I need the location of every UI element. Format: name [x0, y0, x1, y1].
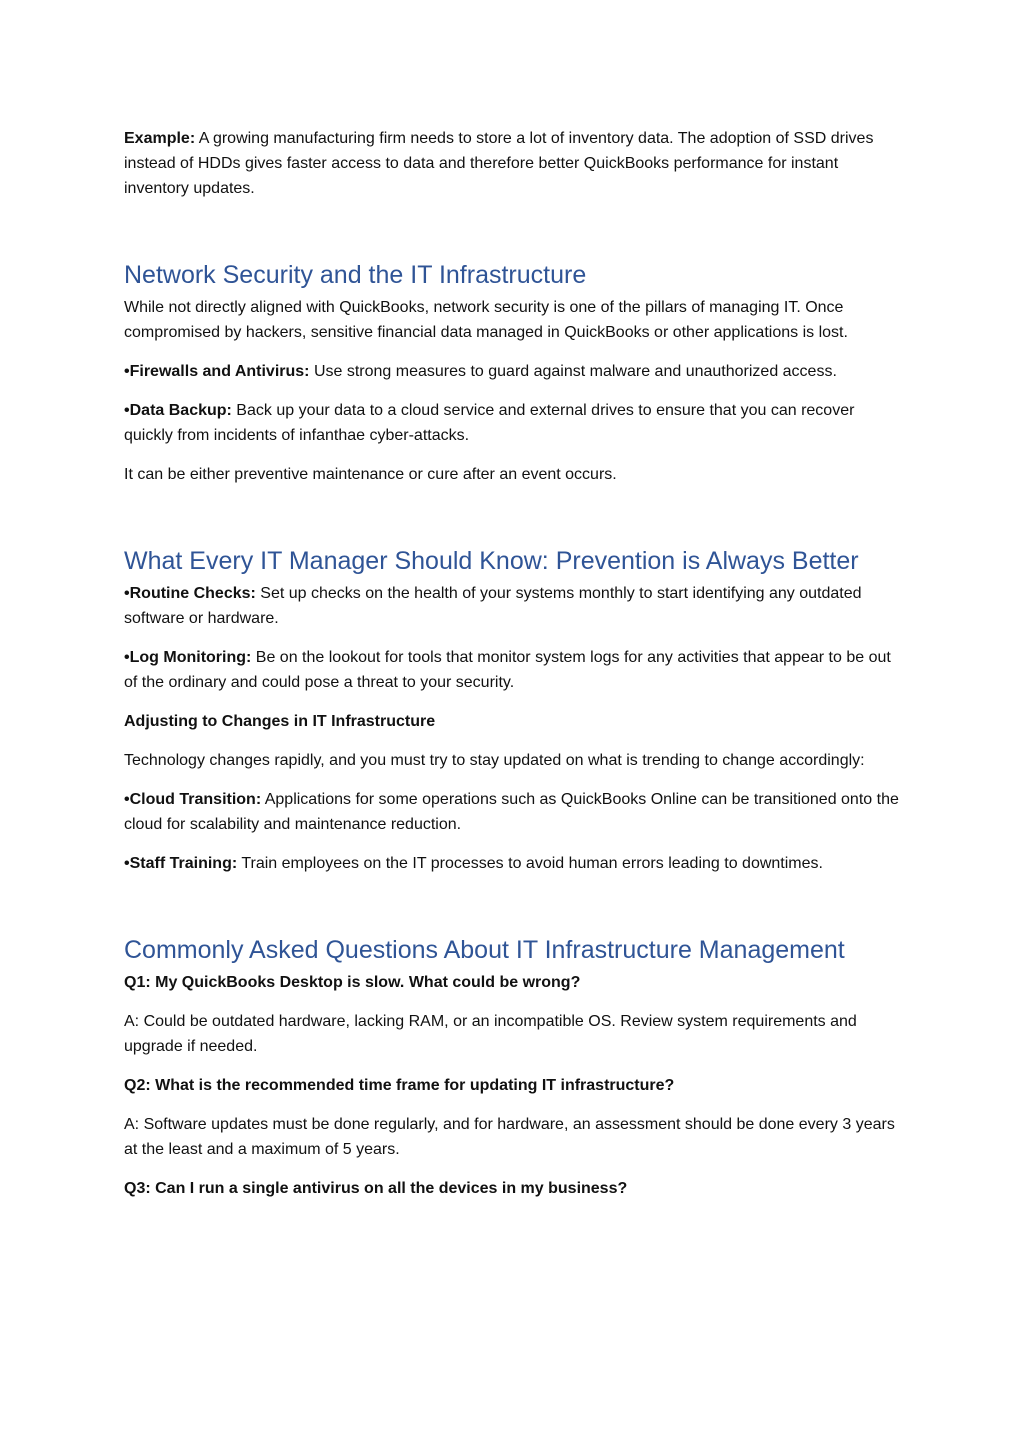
- example-paragraph: [124, 126, 904, 201]
- bullet-label: Firewalls and Antivirus:: [129, 363, 310, 380]
- bullet-text: Train employees on the IT processes to avoid human errors leading to downtimes.: [237, 855, 823, 872]
- bullet-icon: •: [124, 402, 130, 419]
- faq-question-text: Q3: Can I run a single antivirus on all the devices in my business?: [124, 1180, 628, 1197]
- prevention-heading: What Every IT Manager Should Know: Prevention is Always Better: [124, 547, 859, 575]
- bullet-icon: •: [124, 585, 130, 602]
- faq-question: [124, 1176, 904, 1201]
- faq-question: [124, 970, 904, 995]
- bullet-text: Use strong measures to guard against malware and unauthorized access.: [309, 363, 837, 380]
- bullet-text: Applications for some operations such as QuickBooks Online can be transitioned onto the cloud for scalability and maintenance reduction.: [124, 791, 899, 833]
- document-page: [124, 126, 904, 1201]
- bullet-routine-checks: [124, 581, 904, 631]
- bullet-firewalls: [124, 359, 904, 384]
- bullet-icon: •: [124, 649, 130, 666]
- bullet-icon: •: [124, 363, 130, 380]
- bullet-log-monitoring: [124, 645, 904, 695]
- subheading-text: Adjusting to Changes in IT Infrastructure: [124, 713, 436, 730]
- bullet-icon: •: [124, 791, 130, 808]
- bullet-cloud-transition: [124, 787, 904, 837]
- bullet-label: Staff Training:: [129, 855, 238, 872]
- bullet-label: Routine Checks:: [129, 585, 256, 602]
- faq-question-text: Q2: What is the recommended time frame for updating IT infrastructure?: [124, 1077, 675, 1094]
- faq-heading: Commonly Asked Questions About IT Infrastructure Management: [124, 936, 845, 964]
- adjusting-subheading: [124, 709, 904, 734]
- faq-question-text: Q1: My QuickBooks Desktop is slow. What could be wrong?: [124, 974, 581, 991]
- bullet-label: Data Backup:: [129, 402, 232, 419]
- example-label: Example:: [124, 130, 196, 147]
- network-closing: It can be either preventive maintenance or cure after an event occurs.: [124, 466, 617, 483]
- bullet-label: Cloud Transition:: [129, 791, 262, 808]
- faq-question: [124, 1073, 904, 1098]
- bullet-text: Back up your data to a cloud service and external drives to ensure that you can recover quickly from incidents of infanthae cyber-attacks.: [124, 402, 855, 444]
- bullet-label: Log Monitoring:: [129, 649, 252, 666]
- faq-answer: A: Could be outdated hardware, lacking RAM, or an incompatible OS. Review system requirements and upgrade if needed.: [124, 1013, 857, 1055]
- bullet-data-backup: [124, 398, 904, 448]
- example-text: A growing manufacturing firm needs to store a lot of inventory data. The adoption of SSD drives instead of HDDs gives faster access to data and therefore better QuickBooks performance for instant inventory updates.: [124, 130, 874, 197]
- bullet-staff-training: [124, 851, 904, 876]
- bullet-text: Be on the lookout for tools that monitor system logs for any activities that appear to be out of the ordinary and could pose a threat to your security.: [124, 649, 891, 691]
- faq-answer: A: Software updates must be done regularly, and for hardware, an assessment should be done every 3 years at the least and a maximum of 5 years.: [124, 1116, 895, 1158]
- adjusting-intro: Technology changes rapidly, and you must try to stay updated on what is trending to change accordingly:: [124, 752, 865, 769]
- network-intro: While not directly aligned with QuickBooks, network security is one of the pillars of managing IT. Once compromised by hackers, sensitive financial data managed in QuickBooks or other applications is lost.: [124, 299, 848, 341]
- bullet-icon: •: [124, 855, 130, 872]
- bullet-text: Set up checks on the health of your systems monthly to start identifying any outdated software or hardware.: [124, 585, 862, 627]
- network-security-heading: Network Security and the IT Infrastructure: [124, 261, 587, 289]
